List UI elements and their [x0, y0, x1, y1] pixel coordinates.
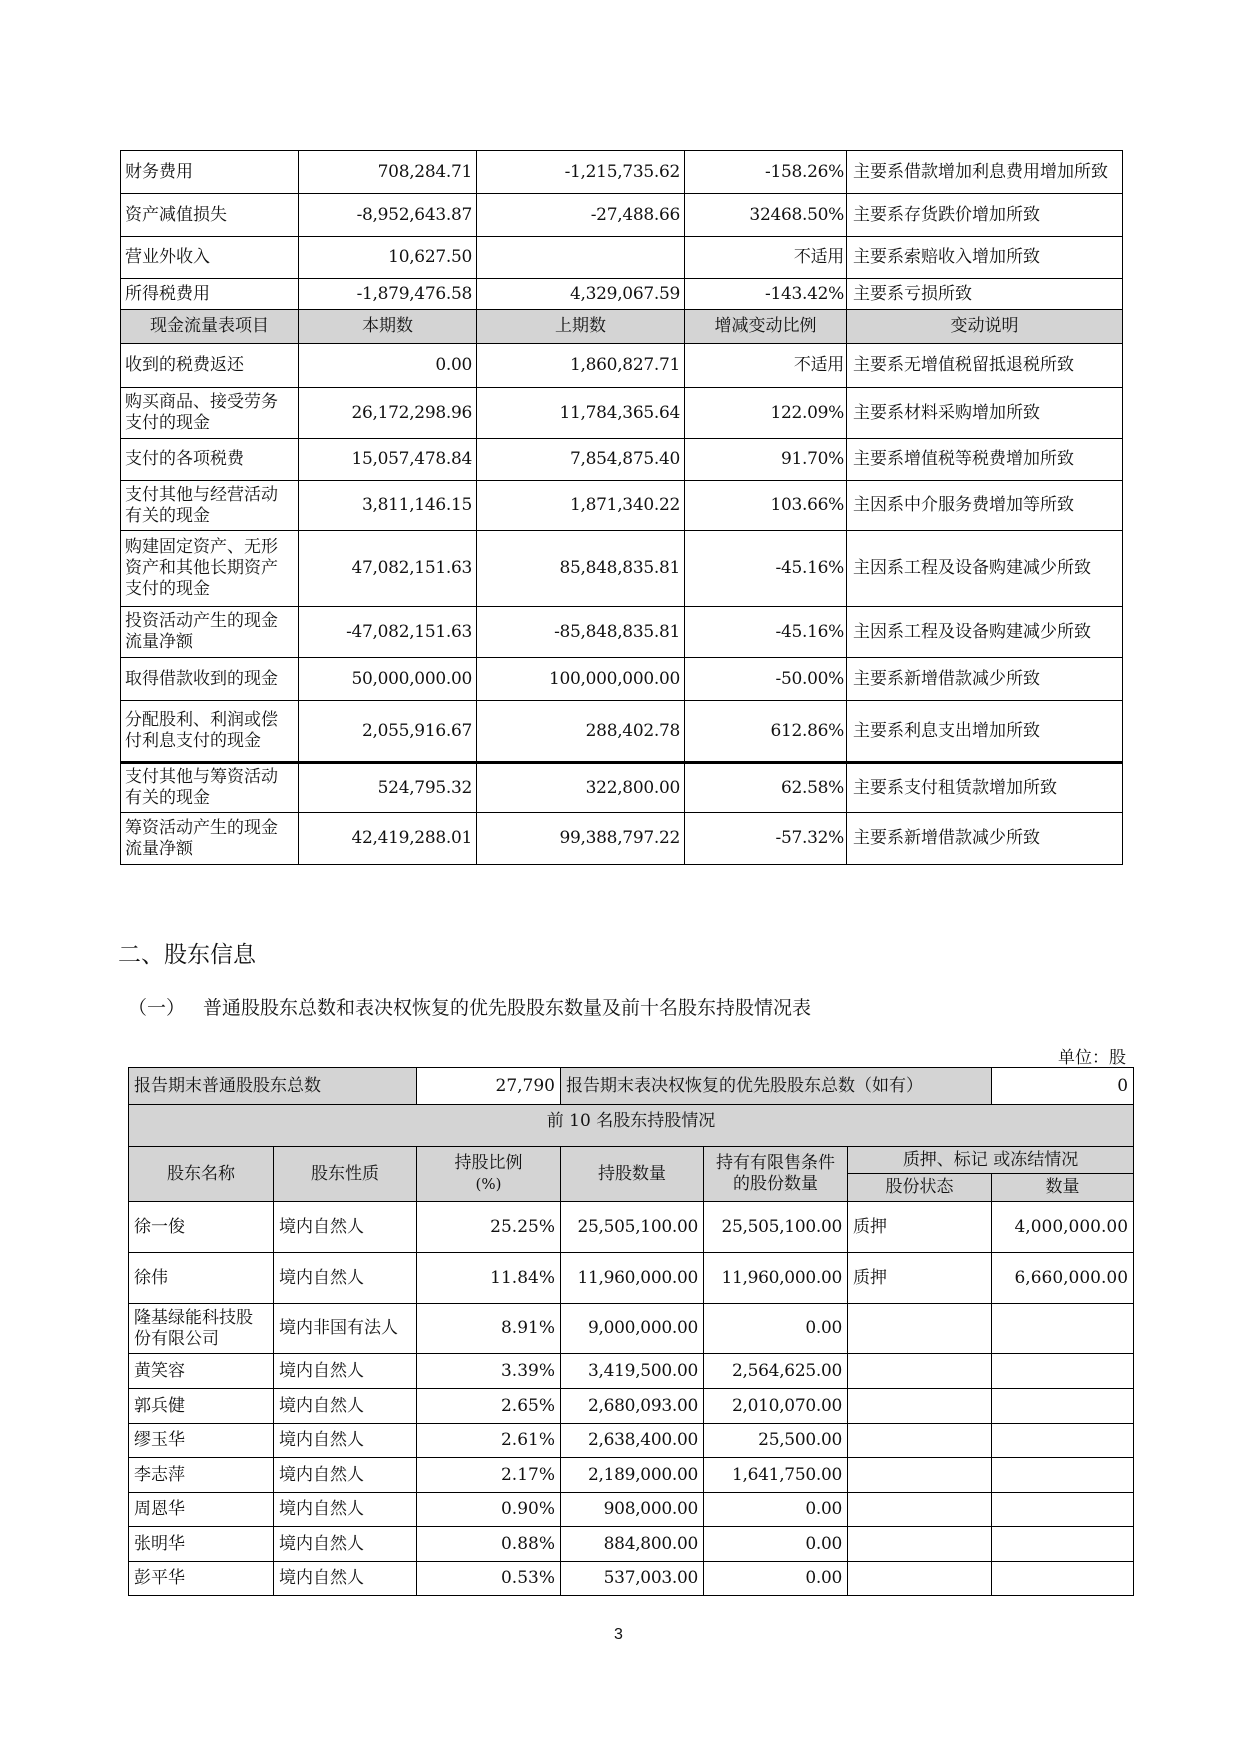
shareholder-shares: 908,000.00 [561, 1493, 704, 1527]
shareholder-nature: 境内自然人 [274, 1389, 417, 1424]
item-cell: 资产减值损失 [121, 194, 299, 237]
pledge-status [848, 1304, 992, 1354]
item-cell: 所得税费用 [121, 279, 299, 310]
shareholder-ratio: 0.90% [417, 1493, 561, 1527]
current-value-cell: 10,627.50 [299, 237, 477, 279]
shareholder-row [129, 1458, 1134, 1493]
table-row [121, 279, 1123, 310]
change-ratio-cell: -143.42% [685, 279, 847, 310]
previous-value-cell: -27,488.66 [477, 194, 685, 237]
shareholder-shares: 2,638,400.00 [561, 1424, 704, 1458]
current-value-cell: 42,419,288.01 [299, 813, 477, 865]
change-ratio-cell: 32468.50% [685, 194, 847, 237]
shareholder-nature: 境内自然人 [274, 1562, 417, 1596]
shareholder-ratio: 2.17% [417, 1458, 561, 1493]
shareholder-shares: 2,680,093.00 [561, 1389, 704, 1424]
financial-variance-table [120, 150, 1123, 865]
header-ratio [417, 1147, 561, 1202]
shareholder-nature: 境内自然人 [274, 1253, 417, 1304]
shareholder-row [129, 1389, 1134, 1424]
shareholder-restricted: 0.00 [704, 1493, 848, 1527]
previous-value-cell: 85,848,835.81 [477, 531, 685, 607]
shareholder-name: 李志萍 [129, 1458, 274, 1493]
table-row [121, 531, 1123, 607]
change-ratio-cell: -50.00% [685, 658, 847, 701]
shareholder-name: 张明华 [129, 1527, 274, 1562]
pledge-status [848, 1458, 992, 1493]
shareholder-name: 缪玉华 [129, 1424, 274, 1458]
total-preferred-label: 报告期末表决权恢复的优先股股东总数（如有） [561, 1068, 992, 1105]
previous-value-cell: 1,860,827.71 [477, 344, 685, 388]
shareholder-restricted: 2,010,070.00 [704, 1389, 848, 1424]
item-cell: 筹资活动产生的现金流量净额 [121, 813, 299, 865]
subsection-title [128, 993, 811, 1020]
change-ratio-cell: 103.66% [685, 481, 847, 531]
pledge-status: 质押 [848, 1253, 992, 1304]
header-explanation: 变动说明 [847, 310, 1123, 344]
table-row [121, 151, 1123, 194]
table-row [121, 658, 1123, 701]
shareholder-table [128, 1067, 1134, 1596]
total-common-label: 报告期末普通股股东总数 [129, 1068, 417, 1105]
shareholder-ratio: 2.61% [417, 1424, 561, 1458]
shareholder-nature: 境内自然人 [274, 1458, 417, 1493]
header-pledge-amount: 数量 [992, 1174, 1134, 1202]
header-change: 增减变动比例 [685, 310, 847, 344]
header-ratio-label: 持股比例 [454, 1153, 523, 1173]
unit-label: 单位：股 [1058, 1048, 1126, 1068]
pledge-amount [992, 1424, 1134, 1458]
previous-value-cell: -85,848,835.81 [477, 607, 685, 658]
previous-value-cell: 322,800.00 [477, 763, 685, 813]
explanation-cell: 主因系中介服务费增加等所致 [847, 481, 1123, 531]
previous-value-cell: 288,402.78 [477, 701, 685, 763]
previous-value-cell: -1,215,735.62 [477, 151, 685, 194]
pledge-status [848, 1389, 992, 1424]
shareholder-name: 郭兵健 [129, 1389, 274, 1424]
change-ratio-cell: -57.32% [685, 813, 847, 865]
shareholder-row [129, 1354, 1134, 1389]
explanation-cell: 主要系索赔收入增加所致 [847, 237, 1123, 279]
total-preferred-value: 0 [992, 1068, 1134, 1105]
shareholder-row [129, 1202, 1134, 1253]
explanation-cell: 主要系无增值税留抵退税所致 [847, 344, 1123, 388]
current-value-cell: -1,879,476.58 [299, 279, 477, 310]
shareholder-name: 徐伟 [129, 1253, 274, 1304]
table-row [121, 481, 1123, 531]
subsection-text: 普通股股东总数和表决权恢复的优先股股东数量及前十名股东持股情况表 [203, 997, 812, 1019]
pledge-amount [992, 1304, 1134, 1354]
shareholder-ratio: 11.84% [417, 1253, 561, 1304]
cashflow-header-row [121, 310, 1123, 344]
shareholder-name: 彭平华 [129, 1562, 274, 1596]
shareholder-shares: 25,505,100.00 [561, 1202, 704, 1253]
shareholder-ratio: 0.53% [417, 1562, 561, 1596]
current-value-cell: -8,952,643.87 [299, 194, 477, 237]
shareholder-nature: 境内非国有法人 [274, 1304, 417, 1354]
item-cell: 购买商品、接受劳务支付的现金 [121, 388, 299, 439]
previous-value-cell [477, 237, 685, 279]
page-number: 3 [614, 1626, 623, 1643]
total-common-value: 27,790 [417, 1068, 561, 1105]
subsection-number: （一） [128, 997, 186, 1019]
change-ratio-cell: 不适用 [685, 344, 847, 388]
item-cell: 收到的税费返还 [121, 344, 299, 388]
header-pledge-group: 质押、标记 或冻结情况 [848, 1147, 1134, 1174]
item-cell: 分配股利、利润或偿付利息支付的现金 [121, 701, 299, 763]
pledge-amount [992, 1354, 1134, 1389]
table-row [121, 237, 1123, 279]
change-ratio-cell: 122.09% [685, 388, 847, 439]
shareholder-name: 徐一俊 [129, 1202, 274, 1253]
previous-value-cell: 1,871,340.22 [477, 481, 685, 531]
pledge-status [848, 1562, 992, 1596]
shareholder-nature: 境内自然人 [274, 1202, 417, 1253]
header-restricted: 持有有限售条件的股份数量 [704, 1147, 848, 1202]
shareholder-nature: 境内自然人 [274, 1354, 417, 1389]
item-cell: 支付其他与经营活动有关的现金 [121, 481, 299, 531]
table-row [121, 344, 1123, 388]
shareholder-ratio: 25.25% [417, 1202, 561, 1253]
shareholder-nature: 境内自然人 [274, 1527, 417, 1562]
item-cell: 财务费用 [121, 151, 299, 194]
header-current: 本期数 [299, 310, 477, 344]
shareholder-count-row [129, 1068, 1134, 1105]
pledge-amount: 6,660,000.00 [992, 1253, 1134, 1304]
change-ratio-cell: -45.16% [685, 531, 847, 607]
item-cell: 购建固定资产、无形资产和其他长期资产支付的现金 [121, 531, 299, 607]
table-row [121, 439, 1123, 481]
header-pledge-status: 股份状态 [848, 1174, 992, 1202]
shareholder-row [129, 1493, 1134, 1527]
change-ratio-cell: -158.26% [685, 151, 847, 194]
shareholder-name: 周恩华 [129, 1493, 274, 1527]
shareholder-shares: 537,003.00 [561, 1562, 704, 1596]
header-nature: 股东性质 [274, 1147, 417, 1202]
item-cell: 投资活动产生的现金流量净额 [121, 607, 299, 658]
previous-value-cell: 11,784,365.64 [477, 388, 685, 439]
shareholder-row [129, 1424, 1134, 1458]
change-ratio-cell: 不适用 [685, 237, 847, 279]
current-value-cell: 708,284.71 [299, 151, 477, 194]
shareholder-name: 隆基绿能科技股份有限公司 [129, 1304, 274, 1354]
current-value-cell: 15,057,478.84 [299, 439, 477, 481]
section-title: 二、股东信息 [118, 942, 256, 968]
pledge-status [848, 1354, 992, 1389]
header-row-1 [129, 1147, 1134, 1174]
shareholder-ratio: 3.39% [417, 1354, 561, 1389]
item-cell: 取得借款收到的现金 [121, 658, 299, 701]
header-ratio-unit: (%) [475, 1175, 502, 1193]
shareholder-shares: 3,419,500.00 [561, 1354, 704, 1389]
shareholder-row [129, 1562, 1134, 1596]
previous-value-cell: 99,388,797.22 [477, 813, 685, 865]
pledge-amount [992, 1493, 1134, 1527]
shareholder-ratio: 0.88% [417, 1527, 561, 1562]
table-row [121, 388, 1123, 439]
shareholder-row [129, 1527, 1134, 1562]
shareholder-name: 黄笑容 [129, 1354, 274, 1389]
explanation-cell: 主要系存货跌价增加所致 [847, 194, 1123, 237]
table-row [121, 701, 1123, 763]
item-cell: 支付其他与筹资活动有关的现金 [121, 763, 299, 813]
explanation-cell: 主要系增值税等税费增加所致 [847, 439, 1123, 481]
header-item: 现金流量表项目 [121, 310, 299, 344]
shareholder-shares: 11,960,000.00 [561, 1253, 704, 1304]
previous-value-cell: 7,854,875.40 [477, 439, 685, 481]
explanation-cell: 主因系工程及设备购建减少所致 [847, 607, 1123, 658]
previous-value-cell: 4,329,067.59 [477, 279, 685, 310]
pledge-amount [992, 1562, 1134, 1596]
pledge-status [848, 1424, 992, 1458]
previous-value-cell: 100,000,000.00 [477, 658, 685, 701]
shareholder-ratio: 2.65% [417, 1389, 561, 1424]
pledge-status [848, 1527, 992, 1562]
shareholder-row [129, 1304, 1134, 1354]
explanation-cell: 主要系利息支出增加所致 [847, 701, 1123, 763]
shareholder-nature: 境内自然人 [274, 1493, 417, 1527]
shareholder-restricted: 25,500.00 [704, 1424, 848, 1458]
top10-title-row [129, 1105, 1134, 1147]
current-value-cell: 524,795.32 [299, 763, 477, 813]
table-row [121, 607, 1123, 658]
pledge-status [848, 1493, 992, 1527]
explanation-cell: 主要系亏损所致 [847, 279, 1123, 310]
change-ratio-cell: 612.86% [685, 701, 847, 763]
shareholder-restricted: 0.00 [704, 1304, 848, 1354]
current-value-cell: 0.00 [299, 344, 477, 388]
current-value-cell: 2,055,916.67 [299, 701, 477, 763]
pledge-amount [992, 1389, 1134, 1424]
shareholder-restricted: 2,564,625.00 [704, 1354, 848, 1389]
table-row [121, 194, 1123, 237]
shareholder-restricted: 1,641,750.00 [704, 1458, 848, 1493]
shareholder-restricted: 0.00 [704, 1562, 848, 1596]
explanation-cell: 主要系材料采购增加所致 [847, 388, 1123, 439]
shareholder-shares: 2,189,000.00 [561, 1458, 704, 1493]
header-shares: 持股数量 [561, 1147, 704, 1202]
shareholder-shares: 884,800.00 [561, 1527, 704, 1562]
header-name: 股东名称 [129, 1147, 274, 1202]
shareholder-ratio: 8.91% [417, 1304, 561, 1354]
item-cell: 支付的各项税费 [121, 439, 299, 481]
pledge-amount [992, 1527, 1134, 1562]
explanation-cell: 主要系新增借款减少所致 [847, 658, 1123, 701]
shareholder-restricted: 11,960,000.00 [704, 1253, 848, 1304]
current-value-cell: 26,172,298.96 [299, 388, 477, 439]
table-row [121, 763, 1123, 813]
pledge-status: 质押 [848, 1202, 992, 1253]
shareholder-restricted: 0.00 [704, 1527, 848, 1562]
shareholder-shares: 9,000,000.00 [561, 1304, 704, 1354]
explanation-cell: 主要系支付租赁款增加所致 [847, 763, 1123, 813]
table-row [121, 813, 1123, 865]
top10-title: 前 10 名股东持股情况 [129, 1105, 1134, 1147]
explanation-cell: 主要系借款增加利息费用增加所致 [847, 151, 1123, 194]
shareholder-row [129, 1253, 1134, 1304]
pledge-amount: 4,000,000.00 [992, 1202, 1134, 1253]
item-cell: 营业外收入 [121, 237, 299, 279]
change-ratio-cell: -45.16% [685, 607, 847, 658]
pledge-amount [992, 1458, 1134, 1493]
current-value-cell: 50,000,000.00 [299, 658, 477, 701]
change-ratio-cell: 91.70% [685, 439, 847, 481]
explanation-cell: 主要系新增借款减少所致 [847, 813, 1123, 865]
change-ratio-cell: 62.58% [685, 763, 847, 813]
shareholder-nature: 境内自然人 [274, 1424, 417, 1458]
header-previous: 上期数 [477, 310, 685, 344]
current-value-cell: 3,811,146.15 [299, 481, 477, 531]
explanation-cell: 主因系工程及设备购建减少所致 [847, 531, 1123, 607]
shareholder-restricted: 25,505,100.00 [704, 1202, 848, 1253]
current-value-cell: -47,082,151.63 [299, 607, 477, 658]
current-value-cell: 47,082,151.63 [299, 531, 477, 607]
